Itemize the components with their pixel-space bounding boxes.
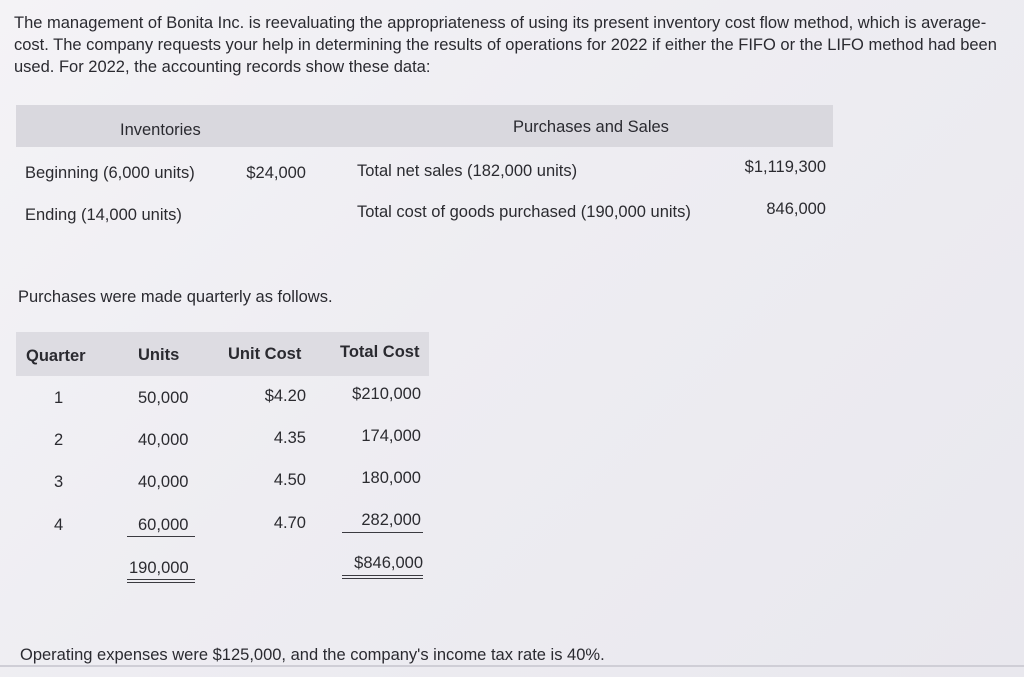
row-4-units: 60,000	[138, 516, 189, 534]
purchases-note: Purchases were made quarterly as follows.	[18, 288, 333, 306]
units-total-double-rule-1	[127, 579, 195, 580]
row-1-total-cost: $210,000	[352, 385, 421, 403]
bottom-divider	[0, 665, 1024, 667]
row-4-total-cost: 282,000	[361, 511, 421, 529]
row-3-quarter: 3	[54, 473, 64, 491]
total-units: 190,000	[129, 559, 189, 577]
row-1-units: 50,000	[138, 389, 189, 407]
cost-of-goods-purchased-label: Total cost of goods purchased (190,000 units)	[357, 203, 691, 221]
header-inventories: Inventories	[120, 121, 201, 139]
cost-total-double-rule-2	[342, 578, 423, 579]
row-3-unit-cost: 4.50	[273, 471, 306, 489]
row-2-quarter: 2	[54, 431, 64, 449]
row-3-units: 40,000	[138, 473, 189, 491]
header-purchases-sales: Purchases and Sales	[513, 118, 669, 136]
cost-total-double-rule-1	[342, 575, 423, 576]
header-unit-cost: Unit Cost	[228, 345, 302, 363]
row-4-unit-cost: 4.70	[273, 514, 306, 532]
ending-inventory-label: Ending (14,000 units)	[25, 206, 182, 224]
total-cost-sum: $846,000	[354, 554, 423, 572]
row-1-unit-cost: $4.20	[264, 387, 306, 405]
cost-of-goods-purchased-value: 846,000	[766, 200, 826, 218]
units-total-double-rule-2	[127, 582, 195, 583]
row-2-units: 40,000	[138, 431, 189, 449]
row-4-quarter: 4	[54, 516, 64, 534]
quarter-table-header	[16, 332, 429, 376]
header-quarter: Quarter	[26, 347, 86, 365]
operating-expenses-note: Operating expenses were $125,000, and the company's income tax rate is 40%.	[20, 646, 605, 664]
net-sales-value: $1,119,300	[744, 158, 826, 176]
header-units: Units	[138, 346, 180, 364]
row-2-total-cost: 174,000	[361, 427, 421, 445]
beginning-inventory-label: Beginning (6,000 units)	[25, 164, 195, 182]
row-1-quarter: 1	[54, 389, 64, 407]
row-3-total-cost: 180,000	[361, 469, 421, 487]
beginning-inventory-value: $24,000	[246, 164, 306, 182]
inventory-table-header	[16, 105, 833, 147]
header-total-cost: Total Cost	[340, 343, 420, 361]
row-2-unit-cost: 4.35	[273, 429, 306, 447]
net-sales-label: Total net sales (182,000 units)	[357, 162, 578, 180]
problem-intro: The management of Bonita Inc. is reevaluating the appropriateness of using its present inventory cost flow method, which is average-cost. The company requests your help in determining the results of operations for 2022 if either the FIFO or the LIFO method had been used. For 2022, the accounting records show these data:	[14, 14, 997, 76]
total-cost-subtotal-rule	[342, 532, 423, 533]
units-subtotal-rule	[127, 536, 195, 537]
